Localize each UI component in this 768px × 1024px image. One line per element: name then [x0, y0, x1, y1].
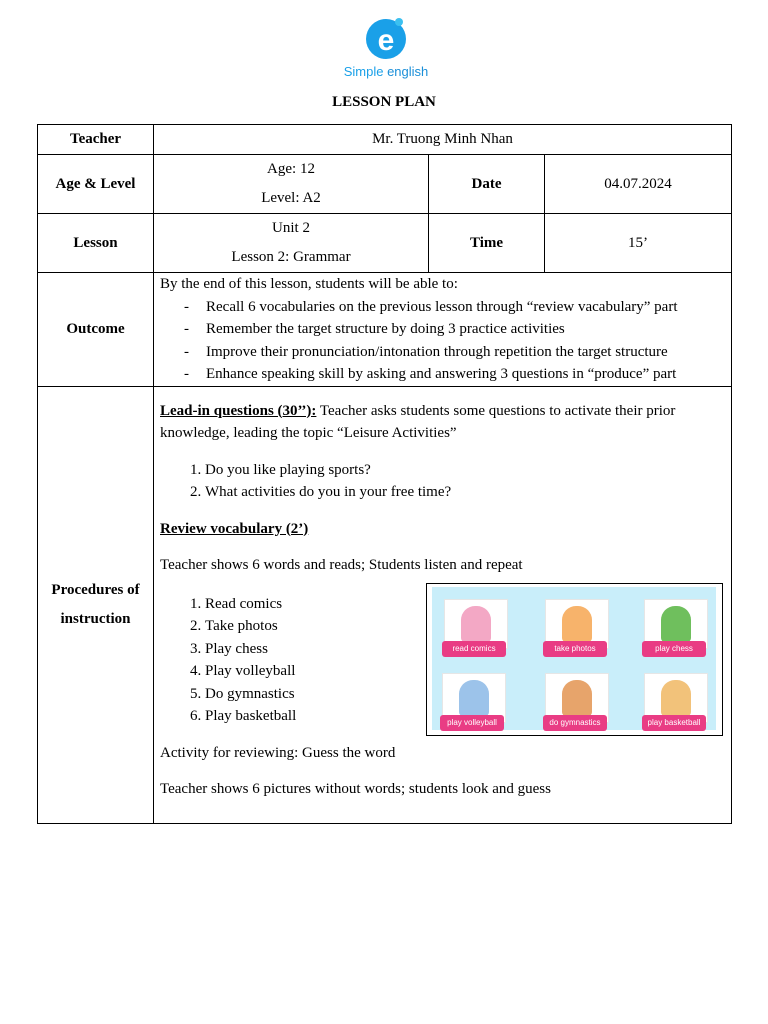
time-value: 15’ [545, 214, 732, 273]
vocabulary-item: 1. Read comics [205, 593, 725, 616]
outcome-intro: By the end of this lesson, students will be able to: [160, 276, 458, 292]
date-value: 04.07.2024 [545, 155, 732, 214]
question-item: 1. Do you like playing sports? [205, 459, 725, 482]
logo-e-icon [363, 14, 409, 62]
leadin-paragraph [160, 400, 725, 445]
outcome-label: Outcome [38, 273, 154, 387]
outcome-content [154, 273, 732, 387]
lesson-label: Lesson [38, 214, 154, 273]
leadin-text: Teacher asks students some questions to activate their prior knowledge, leading the topic “Leisure Activities” [160, 402, 676, 441]
question-item: 2. What activities do you in your free time? [205, 481, 725, 504]
picture-play-volleyball [442, 673, 504, 731]
picture-play-basketball [644, 673, 706, 731]
activity-text: Activity for reviewing: Guess the word [160, 744, 396, 761]
outcome-item: - Enhance speaking skill by asking and answering 3 questions in “produce” part [184, 363, 725, 386]
outcome-item: - Remember the target structure by doing 3 practice activities [184, 318, 725, 341]
outcome-item: - Improve their pronunciation/intonation through repetition the target structure [184, 341, 725, 364]
teacher-label: Teacher [38, 125, 154, 155]
lesson-value [154, 214, 429, 273]
outcome-list [160, 296, 725, 386]
vocabulary-item: 4. Play volleyball [205, 660, 725, 683]
guess-text: Teacher shows 6 pictures without words; students look and guess [160, 781, 551, 797]
teacher-row [38, 125, 732, 155]
review-heading: Review vocabulary (2’) [160, 520, 309, 537]
picture-caption: do gymnastics [543, 715, 607, 731]
age-level-row [38, 155, 732, 214]
level-value: Level: A2 [261, 190, 321, 206]
picture-play-chess [644, 599, 706, 657]
lesson-name: Lesson 2: Grammar [231, 249, 351, 265]
review-text: Teacher shows 6 words and reads; Students listen and repeat [160, 557, 523, 573]
age-level-value [154, 155, 429, 214]
vocabulary-picture-board [426, 583, 723, 736]
procedures-row [38, 386, 732, 823]
age-level-label: Age & Level [38, 155, 154, 214]
picture-caption: read comics [442, 641, 506, 657]
picture-do-gymnastics [545, 673, 607, 731]
leadin-questions [160, 459, 725, 504]
vocabulary-item: 6. Play basketball [205, 705, 725, 728]
picture-read-comics [444, 599, 506, 657]
procedures-label-line2: instruction [60, 610, 131, 627]
date-label: Date [429, 155, 545, 214]
unit-value: Unit 2 [272, 220, 310, 236]
picture-caption: take photos [543, 641, 607, 657]
vocabulary-item: 2. Take photos [205, 615, 725, 638]
simple-english-logo [338, 14, 434, 86]
logo-wordmark: Simple english [343, 64, 429, 79]
vocabulary-item: 5. Do gymnastics [205, 683, 725, 706]
picture-take-photos [545, 599, 607, 657]
picture-caption: play basketball [642, 715, 706, 731]
leadin-heading: Lead-in questions (30’’): [160, 402, 317, 419]
age-value: Age: 12 [267, 161, 315, 177]
picture-board-background [432, 587, 716, 730]
vocabulary-item: 3. Play chess [205, 638, 725, 661]
outcome-item: - Recall 6 vocabularies on the previous lesson through “review vacabulary” part [184, 296, 725, 319]
outcome-row [38, 273, 732, 387]
svg-text:e: e [377, 24, 395, 57]
lesson-row [38, 214, 732, 273]
teacher-value: Mr. Truong Minh Nhan [154, 125, 732, 155]
picture-caption: play chess [642, 641, 706, 657]
lesson-plan-table [37, 124, 732, 824]
time-label: Time [429, 214, 545, 273]
review-heading-paragraph [160, 518, 725, 541]
procedures-label [38, 386, 154, 823]
procedures-label-line1: Procedures of [51, 581, 140, 598]
document-title: LESSON PLAN [332, 94, 436, 110]
procedures-content [154, 386, 732, 823]
picture-caption: play volleyball [440, 715, 504, 731]
